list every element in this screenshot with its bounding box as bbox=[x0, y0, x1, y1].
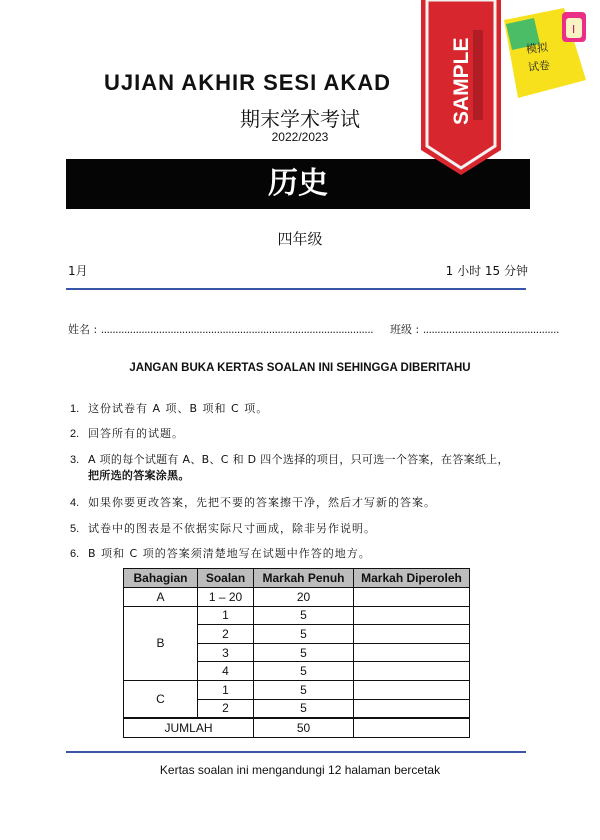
divider-top bbox=[66, 288, 526, 290]
question-cell: 2 bbox=[198, 625, 254, 644]
exam-month: 1月 bbox=[68, 264, 88, 278]
full-mark-cell: 5 bbox=[254, 625, 354, 644]
ribbon-text: SAMPLE bbox=[450, 37, 473, 125]
column-header: Soalan bbox=[198, 569, 254, 588]
note-tab-label: I bbox=[572, 23, 576, 36]
instruction-item bbox=[70, 495, 436, 511]
question-cell: 1 bbox=[198, 606, 254, 625]
instruction-item bbox=[70, 452, 509, 484]
exam-title: UJIAN AKHIR SESI AKAD bbox=[104, 70, 392, 95]
table-row bbox=[124, 588, 470, 607]
table-total-row bbox=[124, 718, 470, 737]
instruction-text-cont: 把所选的答案涂黑。 bbox=[88, 469, 190, 482]
full-mark-cell: 20 bbox=[254, 588, 354, 607]
instruction-item bbox=[70, 401, 268, 417]
exam-duration: 1 小时 15 分钟 bbox=[445, 264, 528, 278]
note-label-line2: 试卷 bbox=[527, 58, 551, 75]
total-obtained-mark[interactable] bbox=[354, 718, 470, 737]
marks-table bbox=[123, 568, 470, 738]
column-header: Bahagian bbox=[124, 569, 198, 588]
table-row bbox=[124, 606, 470, 625]
obtained-mark-cell[interactable] bbox=[354, 680, 470, 699]
obtained-mark-cell[interactable] bbox=[354, 662, 470, 681]
instruction-number: 3. bbox=[70, 454, 80, 466]
name-label: 姓名 : bbox=[68, 323, 98, 336]
instruction-text: 如果你要更改答案，先把不要的答案擦干净，然后才写新的答案。 bbox=[88, 496, 436, 509]
note-label-line1: 模拟 bbox=[525, 40, 549, 57]
total-label: JUMLAH bbox=[124, 718, 254, 737]
column-header: Markah Penuh bbox=[254, 569, 354, 588]
full-mark-cell: 5 bbox=[254, 606, 354, 625]
question-cell: 3 bbox=[198, 643, 254, 662]
question-cell: 4 bbox=[198, 662, 254, 681]
full-mark-cell: 5 bbox=[254, 680, 354, 699]
instruction-text: 试卷中的图表是不依据实际尺寸画成，除非另作说明。 bbox=[88, 522, 376, 535]
section-cell: A bbox=[124, 588, 198, 607]
instruction-number: 2. bbox=[70, 428, 80, 440]
instruction-item bbox=[70, 521, 376, 537]
instruction-number: 5. bbox=[70, 523, 80, 535]
instruction-text: 回答所有的试题。 bbox=[88, 427, 184, 440]
instruction-text: B 项和 C 项的答案须清楚地写在试题中作答的地方。 bbox=[88, 547, 371, 560]
obtained-mark-cell[interactable] bbox=[354, 588, 470, 607]
sample-ribbon bbox=[421, 0, 501, 175]
instruction-item bbox=[70, 546, 371, 562]
instruction-text: 这份试卷有 A 项、B 项和 C 项。 bbox=[88, 402, 269, 415]
warning-text: JANGAN BUKA KERTAS SOALAN INI SEHINGGA DIBERITAHU bbox=[129, 362, 471, 374]
question-cell: 1 – 20 bbox=[198, 588, 254, 607]
divider-bottom bbox=[66, 751, 526, 753]
section-cell: C bbox=[124, 680, 198, 718]
page-count-note: Kertas soalan ini mengandungi 12 halaman bercetak bbox=[159, 763, 441, 777]
note-label bbox=[514, 38, 562, 78]
question-cell: 1 bbox=[198, 680, 254, 699]
full-mark-cell: 5 bbox=[254, 699, 354, 718]
instruction-number: 6. bbox=[70, 548, 80, 560]
subject-banner: 历史 bbox=[66, 159, 530, 209]
obtained-mark-cell[interactable] bbox=[354, 699, 470, 718]
obtained-mark-cell[interactable] bbox=[354, 606, 470, 625]
full-mark-cell: 5 bbox=[254, 643, 354, 662]
exam-year: 2022/2023 bbox=[271, 130, 329, 144]
name-dots: .............................................................................................. bbox=[100, 323, 373, 336]
total-full-mark: 50 bbox=[254, 718, 354, 737]
full-mark-cell: 5 bbox=[254, 662, 354, 681]
table-header-row bbox=[124, 569, 470, 588]
section-cell: B bbox=[124, 606, 198, 680]
class-label: 班级 : bbox=[390, 323, 420, 336]
table-row bbox=[124, 680, 470, 699]
instruction-number: 1. bbox=[70, 403, 80, 415]
column-header: Markah Diperoleh bbox=[354, 569, 470, 588]
grade-level: 四年级 bbox=[277, 230, 323, 248]
question-cell: 2 bbox=[198, 699, 254, 718]
instruction-item bbox=[70, 426, 184, 442]
class-dots: ............................................... bbox=[422, 323, 559, 336]
name-field[interactable] bbox=[68, 321, 373, 337]
obtained-mark-cell[interactable] bbox=[354, 643, 470, 662]
instruction-text: A 项的每个试题有 A、B、C 和 D 四个选择的项目，只可选一个答案，在答案纸上， bbox=[88, 453, 509, 466]
exam-title-chinese: 期末学术考试 bbox=[240, 107, 360, 131]
obtained-mark-cell[interactable] bbox=[354, 625, 470, 644]
class-field[interactable] bbox=[390, 321, 559, 337]
instruction-number: 4. bbox=[70, 497, 80, 509]
